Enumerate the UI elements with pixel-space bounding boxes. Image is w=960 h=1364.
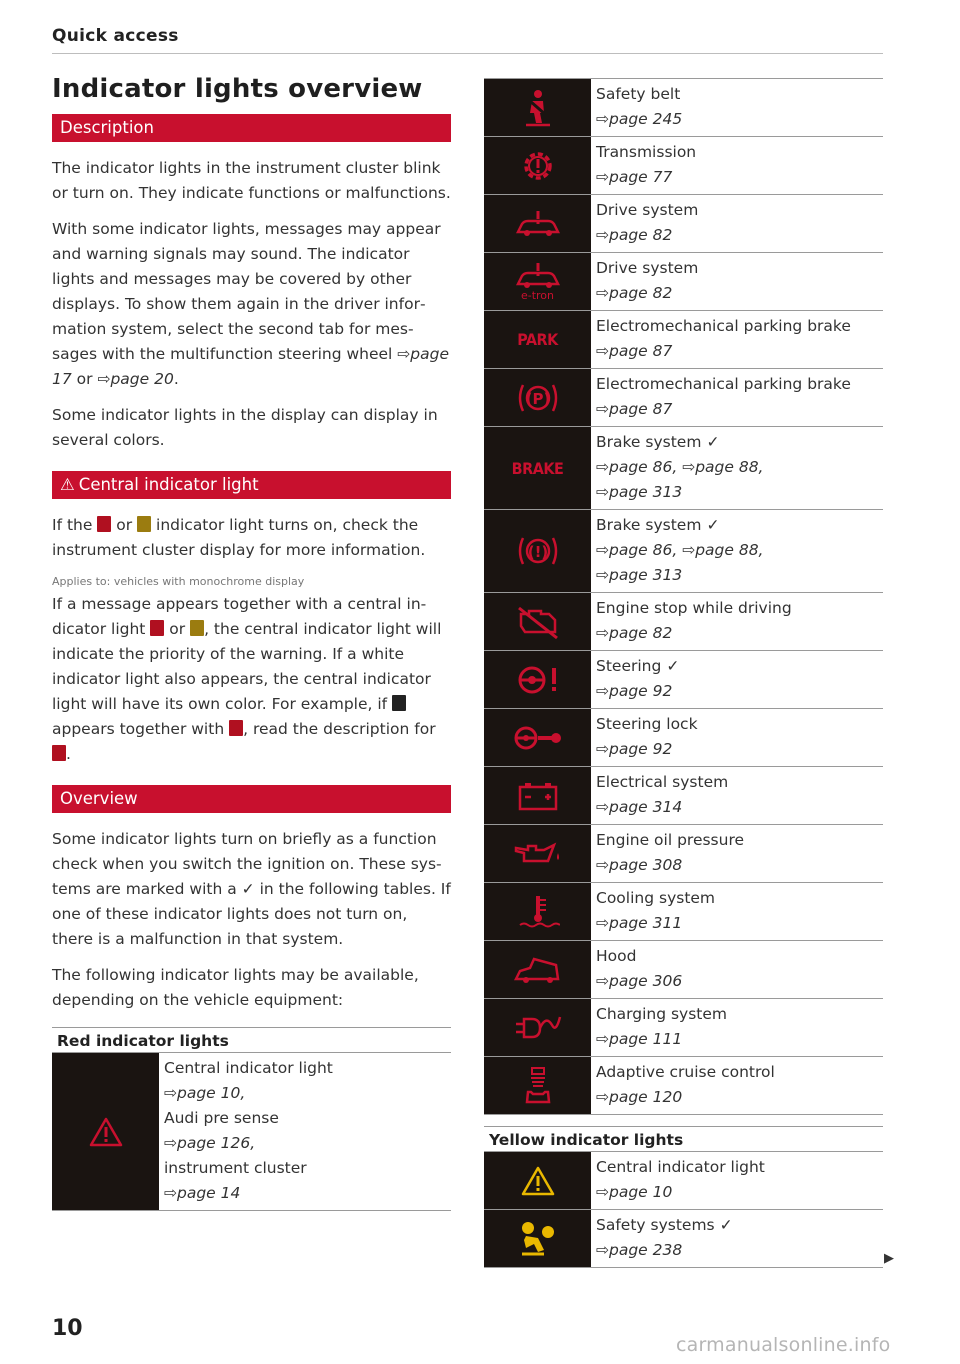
airbag-person-icon	[484, 1210, 591, 1267]
page-title: Indicator lights overview	[52, 74, 423, 104]
row-description	[591, 137, 704, 194]
row-label: Central indicator light	[596, 1158, 765, 1176]
check-mark-icon: ✓	[706, 433, 720, 451]
row-label: Adaptive cruise control	[596, 1063, 775, 1081]
red-table-first	[52, 1052, 451, 1211]
red-indicator-chip-icon	[97, 516, 111, 532]
page-ref[interactable]: ⇨page 126,	[164, 1134, 256, 1152]
row-label: Drive system	[596, 201, 699, 219]
warning-triangle-icon	[484, 1152, 591, 1209]
icon-label: (!)	[527, 543, 548, 561]
row-label: Drive system	[596, 259, 699, 277]
row-description	[591, 79, 690, 136]
applies-note: Applies to: vehicles with monochrome display	[52, 575, 305, 588]
table-row	[484, 941, 883, 999]
page-ref[interactable]: ⇨page 120	[596, 1088, 683, 1106]
yellow-indicator-chip-icon	[190, 620, 204, 636]
page-ref[interactable]: ⇨page 86, ⇨page 88,	[596, 458, 764, 476]
page-ref[interactable]: ⇨page 238	[596, 1241, 683, 1259]
check-mark-icon: ✓	[719, 1216, 733, 1234]
parking-brake-circle-icon	[484, 369, 591, 426]
table-row	[484, 427, 883, 510]
page-ref[interactable]: ⇨page 92	[596, 682, 673, 700]
table-row	[484, 253, 883, 311]
overview-paragraph-1: Some indicator lights turn on briefly as a function check when you switch the ignition on. These systems are marked with a ✓ in the following tables. If one of these indicator lights does not turn on, there is a malfunction in that system.	[52, 830, 451, 948]
table-row	[52, 1053, 451, 1211]
page-ref[interactable]: ⇨page 313	[596, 566, 683, 584]
page-ref[interactable]: ⇨page 311	[596, 914, 683, 932]
icon-label: PARK	[517, 330, 558, 349]
table-row	[484, 1152, 883, 1210]
icon-label: e-tron	[520, 288, 555, 302]
table-row	[484, 999, 883, 1057]
steering-lock-icon	[484, 709, 591, 766]
engine-stop-icon	[484, 593, 591, 650]
yellow-table-title: Yellow indicator lights	[484, 1126, 883, 1151]
page-ref[interactable]: ⇨page 87	[596, 342, 673, 360]
page-ref[interactable]: ⇨page 77	[596, 168, 673, 186]
row-label: Steering lock	[596, 715, 698, 733]
row-description	[591, 311, 859, 368]
page-ref[interactable]: ⇨page 10	[596, 1183, 673, 1201]
row-description	[591, 427, 771, 509]
brake-circle-icon	[484, 510, 591, 592]
drive-system-etron-icon	[484, 253, 591, 310]
row-label: Engine stop while driving	[596, 599, 792, 617]
page-ref[interactable]: ⇨page 10,	[164, 1084, 246, 1102]
warning-triangle-icon	[52, 1053, 159, 1210]
red-indicator-chip-icon	[229, 720, 243, 736]
page-ref[interactable]: ⇨page 82	[596, 284, 673, 302]
description-paragraph-1: The indicator lights in the instrument cluster blink or turn on. They indicate functions or malfunctions.	[52, 159, 451, 202]
row-description	[591, 253, 706, 310]
table-row	[484, 1057, 883, 1115]
safety-belt-icon	[484, 79, 591, 136]
page-ref[interactable]: ⇨page 245	[596, 110, 683, 128]
row-label: Electrical system	[596, 773, 729, 791]
check-mark-icon: ✓	[666, 657, 680, 675]
section-bar-overview: Overview	[52, 785, 451, 813]
check-mark-icon: ✓	[706, 516, 720, 534]
table-row	[484, 137, 883, 195]
table-row	[484, 651, 883, 709]
charging-plug-icon	[484, 999, 591, 1056]
yellow-indicator-chip-icon	[137, 516, 151, 532]
table-row	[484, 883, 883, 941]
yellow-indicator-table	[484, 1151, 883, 1268]
page-ref[interactable]: ⇨page 86, ⇨page 88,	[596, 541, 764, 559]
coolant-thermometer-icon	[484, 883, 591, 940]
drive-system-car-icon	[484, 195, 591, 252]
table-row	[484, 709, 883, 767]
row-label: Safety belt	[596, 85, 681, 103]
header-rule	[52, 53, 883, 54]
table-row	[484, 510, 883, 593]
page-ref[interactable]: ⇨page 314	[596, 798, 683, 816]
hood-open-icon	[484, 941, 591, 998]
row-description	[591, 883, 723, 940]
row-description	[591, 510, 771, 592]
row-description	[591, 195, 706, 252]
brake-text-icon	[484, 427, 591, 509]
page-ref[interactable]: ⇨page 313	[596, 483, 683, 501]
battery-icon	[484, 767, 591, 824]
row-description	[591, 825, 752, 882]
row-description	[591, 369, 859, 426]
page-ref[interactable]: ⇨page 14	[164, 1184, 241, 1202]
table-row	[484, 825, 883, 883]
description-paragraph-2: With some indicator lights, messages may appear and warning signals may sound. The indicator lights and messages may be covered by other displays. To show them again in the driver information system, select the second tab for messages with the multifunction steering wheel ⇨page 17 or ⇨page 20.	[52, 220, 449, 388]
row-label: Safety systems ✓	[596, 1216, 733, 1234]
page-ref[interactable]: ⇨page 87	[596, 400, 673, 418]
watermark: carmanualsonline.info	[676, 1334, 891, 1356]
steering-warning-icon	[484, 651, 591, 708]
overview-paragraph-2: The following indicator lights may be available, depending on the vehicle equipment:	[52, 966, 419, 1009]
table-row	[484, 79, 883, 137]
adaptive-cruise-icon	[484, 1057, 591, 1114]
red-indicator-chip-icon	[52, 745, 66, 761]
row-description	[591, 651, 687, 708]
transmission-gear-icon	[484, 137, 591, 194]
description-paragraph-3: Some indicator lights in the display can display in several colors.	[52, 406, 438, 449]
central-paragraph-1: If the or indicator light turns on, check the instrument cluster display for more information.	[52, 516, 426, 559]
row-label: Steering ✓	[596, 657, 680, 675]
row-description	[591, 709, 706, 766]
row-label: Cooling system	[596, 889, 716, 907]
row-description	[591, 941, 690, 998]
warning-triangle-icon: ⚠	[60, 475, 75, 494]
red-table-title: Red indicator lights	[52, 1027, 451, 1052]
table-row	[484, 195, 883, 253]
row-label: Electromechanical parking brake	[596, 317, 851, 335]
table-row	[484, 767, 883, 825]
page-ref[interactable]: ⇨page 82	[596, 624, 673, 642]
oil-can-icon	[484, 825, 591, 882]
page-ref[interactable]: ⇨page 20	[97, 370, 174, 388]
row-description	[591, 999, 735, 1056]
row-label: Hood	[596, 947, 637, 965]
right-column	[484, 78, 883, 1268]
icon-label: BRAKE	[511, 458, 564, 478]
table-row	[484, 369, 883, 427]
central-paragraph-2: If a message appears together with a central indicator light or , the central indicator light will indicate the priority of the warning. If a white indicator light also appears, the central indicator light will have its own color. For example, if appears together with , read the description for .	[52, 595, 442, 763]
row-description	[591, 767, 736, 824]
check-mark-icon: ✓	[241, 880, 255, 898]
row-label: Transmission	[596, 143, 697, 161]
page-ref[interactable]: ⇨page 308	[596, 856, 683, 874]
row-label: Electromechanical parking brake	[596, 375, 851, 393]
page-ref[interactable]: ⇨page 82	[596, 226, 673, 244]
section-bar-description: Description	[52, 114, 451, 142]
row-label: Engine oil pressure	[596, 831, 745, 849]
row-label: Brake system ✓	[596, 516, 720, 534]
page-ref[interactable]: ⇨page 17	[52, 345, 449, 388]
page-ref[interactable]: ⇨page 111	[596, 1030, 683, 1048]
red-indicator-chip-icon	[150, 620, 164, 636]
table-row	[484, 593, 883, 651]
icon-label: (P)	[525, 389, 550, 408]
running-header: Quick access	[52, 26, 179, 46]
row-description	[591, 1152, 773, 1209]
page-number: 10	[52, 1316, 83, 1341]
table-row	[484, 1210, 883, 1268]
row-description: Central indicator light ⇨page 10, Audi pre sense ⇨page 126, instrument cluster ⇨page 14	[159, 1053, 341, 1210]
row-description	[591, 1210, 741, 1267]
park-icon	[484, 311, 591, 368]
table-row	[484, 311, 883, 369]
oil-indicator-chip-icon	[392, 695, 406, 711]
red-indicator-table	[484, 78, 883, 1115]
row-description	[591, 593, 800, 650]
row-label: Brake system ✓	[596, 433, 720, 451]
page-ref[interactable]: ⇨page 306	[596, 972, 683, 990]
row-label: Charging system	[596, 1005, 728, 1023]
section-bar-central: ⚠ Central indicator light	[52, 471, 451, 499]
page-ref[interactable]: ⇨page 92	[596, 740, 673, 758]
left-column	[52, 74, 451, 1211]
next-page-arrow-icon: ▶	[884, 1251, 894, 1266]
row-description	[591, 1057, 783, 1114]
